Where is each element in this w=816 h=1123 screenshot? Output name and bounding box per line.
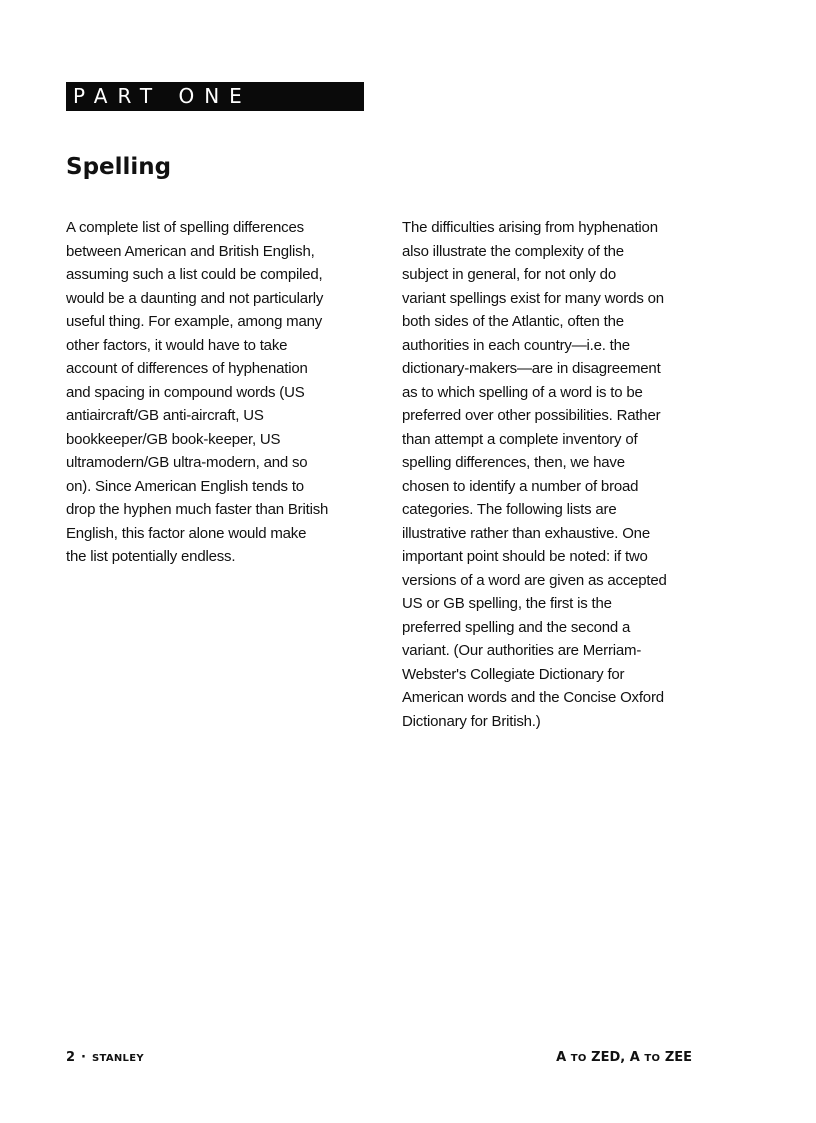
text-line: American words and the Concise Oxford [402, 689, 664, 706]
running-footer-right [556, 1049, 692, 1068]
text-line: would be a daunting and not particularly [66, 289, 324, 307]
body-column-right [402, 216, 702, 733]
text-line: categories. The following lists are [402, 501, 617, 518]
page-number: 2 [66, 1050, 76, 1065]
text-line: authorities in each country—i.e. the [402, 336, 630, 354]
text-line: chosen to identify a number of broad [402, 477, 639, 495]
text-line: also illustrate the complexity of the [402, 242, 624, 260]
text-line: Webster's Collegiate Dictionary for [402, 665, 625, 683]
footer-separator: · [81, 1050, 86, 1065]
text-line: preferred over other possibilities. Rather [402, 407, 661, 424]
text-line: account of differences of hyphenation [66, 360, 308, 377]
text-line: English, this factor alone would make [66, 524, 307, 542]
text-line: preferred spelling and the second a [402, 618, 631, 636]
text-line: antiaircraft/GB anti-aircraft, US [66, 407, 264, 424]
book-title-word: TO [644, 1053, 661, 1064]
text-line: subject in general, for not only do [402, 266, 616, 283]
book-title-word: A [556, 1050, 567, 1065]
text-line: and spacing in compound words (US [66, 383, 305, 401]
text-line: The difficulties arising from hyphenation [402, 219, 658, 236]
text-line: as to which spelling of a word is to be [402, 383, 643, 401]
text-line: other factors, it would have to take [66, 336, 288, 354]
text-line: variant spellings exist for many words on [402, 289, 664, 307]
book-title-word: ZED, [591, 1050, 626, 1065]
text-line: illustrative rather than exhaustive. One [402, 524, 650, 542]
text-line: A complete list of spelling differences [66, 219, 304, 236]
text-line: between American and British English, [66, 242, 315, 260]
book-title-word: ZEE [664, 1050, 692, 1065]
text-line: dictionary-makers—are in disagreement [402, 360, 661, 377]
text-line: useful thing. For example, among many [66, 313, 323, 330]
text-line: US or GB spelling, the first is the [402, 595, 612, 612]
text-line: Dictionary for British.) [402, 712, 541, 730]
running-footer-left [66, 1049, 144, 1068]
text-line: bookkeeper/GB book-keeper, US [66, 430, 281, 448]
book-title-word: TO [570, 1053, 587, 1064]
footer-author: STANLEY [92, 1053, 144, 1064]
text-line: on). Since American English tends to [66, 477, 304, 495]
text-line: variant. (Our authorities are Merriam- [402, 642, 642, 659]
part-label: PART ONE [73, 84, 252, 108]
chapter-title: Spelling [66, 154, 172, 180]
text-line: assuming such a list could be compiled, [66, 266, 323, 283]
text-line: both sides of the Atlantic, often the [402, 313, 624, 330]
text-line: spelling differences, then, we have [402, 454, 625, 471]
text-line: ultramodern/GB ultra-modern, and so [66, 454, 308, 471]
text-line: important point should be noted: if two [402, 548, 648, 565]
body-column-left [66, 216, 366, 569]
text-line: the list potentially endless. [66, 548, 236, 565]
book-title-word: A [629, 1050, 640, 1065]
text-line: than attempt a complete inventory of [402, 430, 638, 448]
text-line: versions of a word are given as accepted [402, 571, 667, 589]
part-banner [66, 82, 364, 111]
text-line: drop the hyphen much faster than British [66, 501, 329, 518]
